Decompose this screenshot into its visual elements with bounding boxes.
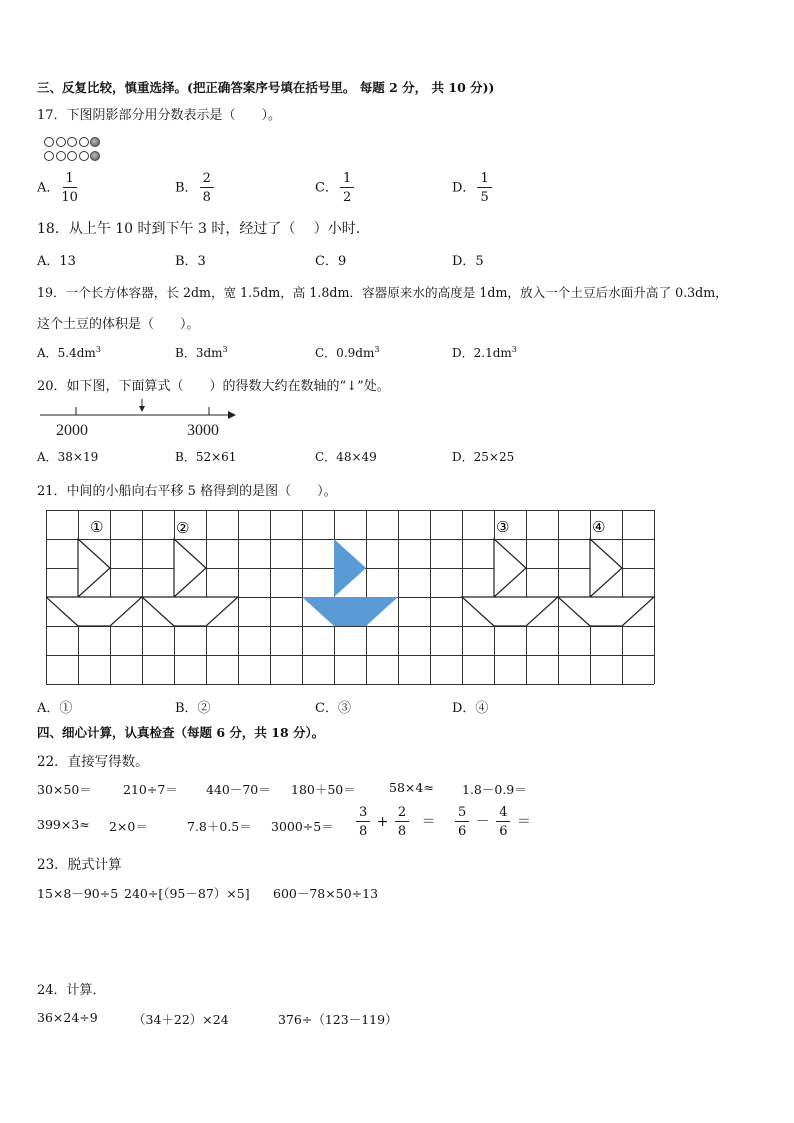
q19-stem-line2: 这个土豆的体积是（ ）。 bbox=[37, 317, 200, 332]
boat-3 bbox=[462, 518, 558, 626]
q19-stem-line1: 19．一个长方体容器，长 2dm，宽 1.5dm，高 1.8dm．容器原来水的高度是 1dm，放入一个土豆后水面升高了 0.3dm， bbox=[37, 285, 728, 300]
q20-option-b[interactable]: B．52×61 bbox=[175, 450, 237, 464]
section-3-heading: 三、反复比较，慎重选择。(把正确答案序号填在括号里。 每题 2 分， 共 10 分)) bbox=[37, 80, 495, 95]
boat-grid-figure bbox=[46, 510, 656, 688]
marker-3: ③ bbox=[496, 518, 510, 536]
empty-circle-icon bbox=[67, 137, 77, 147]
q23-item-1: 15×8－90÷5 bbox=[37, 886, 119, 901]
shaded-circle-icon bbox=[90, 137, 100, 147]
q18-option-a[interactable]: A．13 bbox=[37, 254, 76, 269]
q18-stem: 18．从上午 10 时到下午 3 时，经过了（ ）小时. bbox=[37, 221, 361, 237]
q23-item-2: 240÷[（95－87）×5] bbox=[124, 886, 250, 901]
q22-stem: 22．直接写得数。 bbox=[37, 754, 149, 770]
q19-option-c[interactable]: C．$0.9dm^3$ bbox=[315, 345, 380, 360]
q21-stem: 21．中间的小船向右平移 5 格得到的是图（ ）。 bbox=[37, 484, 337, 499]
q22-item-3: 440－70＝ bbox=[206, 782, 271, 797]
q17-option-b[interactable]: B． $\frac{2}{8}$ bbox=[175, 172, 216, 204]
q22-item-5: 58×4≈ bbox=[389, 780, 434, 795]
q18-option-d[interactable]: D．5 bbox=[452, 254, 484, 269]
axis-label-2000: 2000 bbox=[56, 422, 88, 439]
q19-option-a[interactable]: A．$5.4dm^3$ bbox=[37, 345, 101, 360]
q20-option-a[interactable]: A．38×19 bbox=[37, 450, 99, 464]
q18-option-c[interactable]: C．9 bbox=[315, 254, 347, 269]
q23-item-3: 600－78×50÷13 bbox=[273, 886, 379, 901]
q24-item-1: 36×24÷9 bbox=[37, 1010, 98, 1025]
q21-option-a[interactable]: A．① bbox=[37, 701, 73, 716]
down-arrow-head-icon bbox=[139, 406, 145, 412]
empty-circle-icon bbox=[56, 137, 66, 147]
q20-option-c[interactable]: C．48×49 bbox=[315, 450, 377, 464]
q21-option-d[interactable]: D．④ bbox=[452, 701, 489, 716]
q22-item-2: 210÷7＝ bbox=[123, 782, 178, 797]
empty-circle-icon bbox=[79, 137, 89, 147]
number-line-figure bbox=[38, 397, 238, 439]
empty-circle-icon bbox=[79, 151, 89, 161]
q17-stem: 17．下图阴影部分用分数表示是（ ）。 bbox=[37, 108, 282, 123]
q24-item-2: （34＋22）×24 bbox=[133, 1012, 229, 1027]
marker-2: ② bbox=[176, 519, 190, 537]
q22-item-6: 1.8－0.9＝ bbox=[462, 782, 527, 797]
q22-fraction-difference: $\frac{5}{6}$ － $\frac{4}{6}$ ＝ bbox=[453, 806, 531, 838]
blue-boat bbox=[302, 539, 398, 626]
q22-item-8: 2×0＝ bbox=[109, 819, 148, 834]
empty-circle-icon bbox=[44, 137, 54, 147]
q22-item-4: 180＋50＝ bbox=[291, 782, 356, 797]
q17-option-c[interactable]: C． $\frac{1}{2}$ bbox=[315, 172, 356, 204]
q22-item-9: 7.8＋0.5＝ bbox=[187, 819, 252, 834]
q22-item-1: 30×50＝ bbox=[37, 782, 92, 797]
boat-2 bbox=[142, 519, 238, 626]
q24-stem: 24．计算． bbox=[37, 983, 106, 998]
boat-4 bbox=[558, 518, 654, 626]
q22-item-7: 399×3≈ bbox=[37, 817, 90, 832]
q19-option-d[interactable]: D．$2.1dm^3$ bbox=[452, 345, 517, 360]
axis-label-3000: 3000 bbox=[187, 422, 219, 439]
shaded-circle-icon bbox=[90, 151, 100, 161]
q24-item-3: 376÷（123－119） bbox=[278, 1012, 398, 1027]
q20-option-d[interactable]: D．25×25 bbox=[452, 450, 515, 464]
q18-option-b[interactable]: B．3 bbox=[175, 254, 206, 269]
marker-1: ① bbox=[90, 518, 104, 536]
axis-arrow-icon bbox=[228, 411, 236, 419]
empty-circle-icon bbox=[56, 151, 66, 161]
q22-fraction-sum: $\frac{3}{8}$ + $\frac{2}{8}$ ＝ bbox=[354, 806, 436, 838]
marker-4: ④ bbox=[592, 518, 606, 536]
q17-circle-figure bbox=[44, 135, 102, 163]
q17-option-a[interactable]: A． $\frac{1}{10}$ bbox=[37, 171, 78, 205]
empty-circle-icon bbox=[67, 151, 77, 161]
empty-circle-icon bbox=[44, 151, 54, 161]
q23-stem: 23．脱式计算 bbox=[37, 857, 122, 873]
boat-1 bbox=[46, 518, 142, 626]
section-4-heading: 四、细心计算，认真检查（每题 6 分，共 18 分）。 bbox=[37, 725, 325, 740]
q17-option-d[interactable]: D． $\frac{1}{5}$ bbox=[452, 172, 494, 204]
q20-stem: 20．如下图，下面算式（ ）的得数大约在数轴的“↓”处。 bbox=[37, 379, 390, 394]
q21-option-c[interactable]: C．③ bbox=[315, 701, 351, 716]
q22-item-10: 3000÷5＝ bbox=[271, 819, 334, 834]
q19-option-b[interactable]: B．$3dm^3$ bbox=[175, 345, 228, 360]
q21-option-b[interactable]: B．② bbox=[175, 701, 211, 716]
